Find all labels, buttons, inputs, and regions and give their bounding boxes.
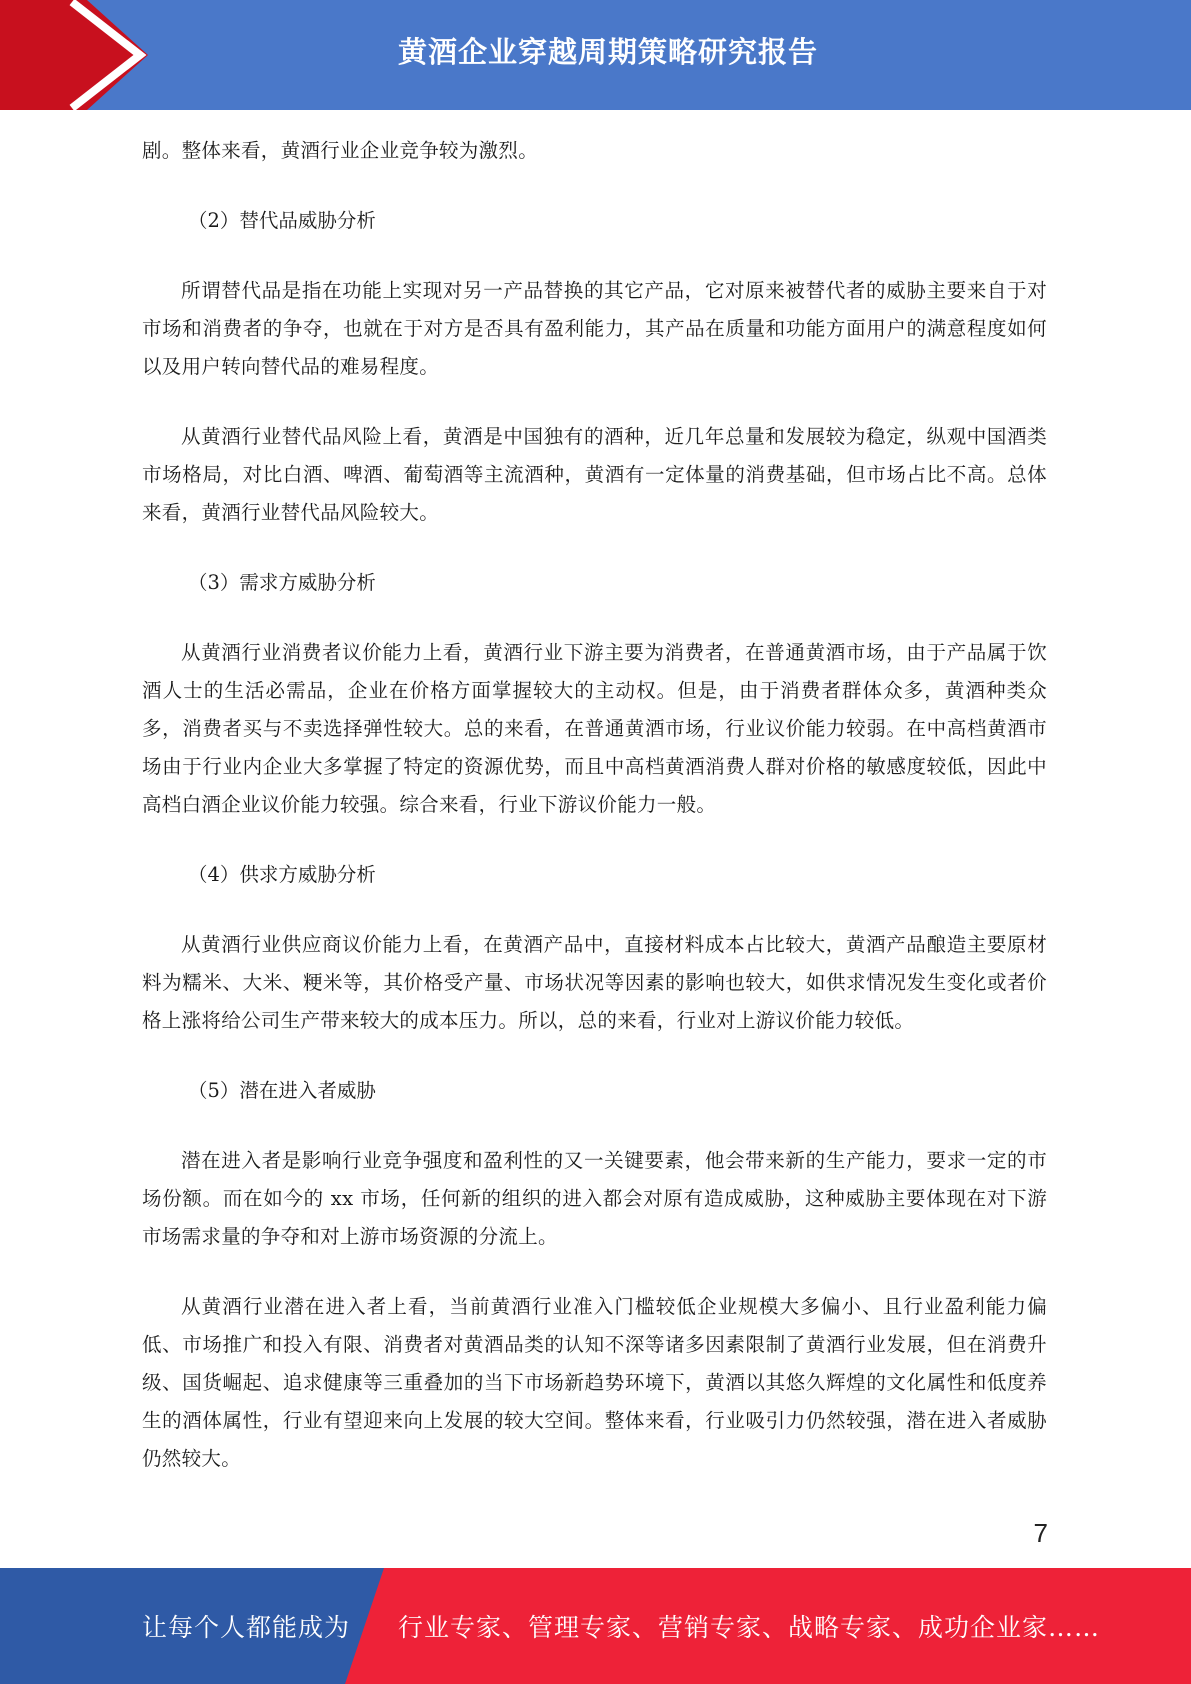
paragraph: 从黄酒行业潜在进入者上看，当前黄酒行业准入门槛较低企业规模大多偏小、且行业盈利能力偏低、市场推广和投入有限、消费者对黄酒品类的认知不深等诸多因素限制了黄酒行业发展，但在消费升级、国货崛起、追求健康等三重叠加的当下市场新趋势环境下，黄酒以其悠久辉煌的文化属性和低度养生的酒体属性，行业有望迎来向上发展的较大空间。整体来看，行业吸引力仍然较强，潜在进入者威胁仍然较大。 [142,1295,1047,1470]
paragraph: 所谓替代品是指在功能上实现对另一产品替换的其它产品，它对原来被替代者的威胁主要来自于对市场和消费者的争夺，也就在于对方是否具有盈利能力，其产品在质量和功能方面用户的满意程度如何以及用户转向替代品的难易程度。 [142,279,1047,378]
section-heading: （3）需求方威胁分析 [188,571,376,594]
page-number: 7 [1033,1518,1048,1548]
document-body [142,132,1047,1478]
paragraph: 潜在进入者是影响行业竞争强度和盈利性的又一关键要素，他会带来新的生产能力，要求一定的市场份额。而在如今的 xx 市场，任何新的组织的进入都会对原有造成威胁，这种威胁主要体现在对下游市场需求量的争夺和对上游市场资源的分流上。 [142,1149,1047,1248]
footer-slogan-right: 行业专家、管理专家、营销专家、战略专家、成功企业家…… [398,1613,1101,1642]
section-heading: （2）替代品威胁分析 [188,209,376,232]
footer-slogan-left: 让每个人都能成为 [142,1613,351,1642]
paragraph: 从黄酒行业供应商议价能力上看，在黄酒产品中，直接材料成本占比较大，黄酒产品酿造主要原材料为糯米、大米、粳米等，其价格受产量、市场状况等因素的影响也较大，如供求情况发生变化或者价格上涨将给公司生产带来较大的成本压力。所以，总的来看，行业对上游议价能力较低。 [142,933,1047,1032]
paragraph: 剧。整体来看，黄酒行业企业竞争较为激烈。 [142,139,539,162]
paragraph: 从黄酒行业替代品风险上看，黄酒是中国独有的酒种，近几年总量和发展较为稳定，纵观中国酒类市场格局，对比白酒、啤酒、葡萄酒等主流酒种，黄酒有一定体量的消费基础，但市场占比不高。总体来看，黄酒行业替代品风险较大。 [142,425,1047,524]
report-title: 黄酒企业穿越周期策略研究报告 [397,34,818,69]
page-header [0,0,1191,110]
page-footer [0,1568,1191,1684]
paragraph: 从黄酒行业消费者议价能力上看，黄酒行业下游主要为消费者，在普通黄酒市场，由于产品属于饮酒人士的生活必需品，企业在价格方面掌握较大的主动权。但是，由于消费者群体众多，黄酒种类众多，消费者买与不卖选择弹性较大。总的来看，在普通黄酒市场，行业议价能力较弱。在中高档黄酒市场由于行业内企业大多掌握了特定的资源优势，而且中高档黄酒消费人群对价格的敏感度较低，因此中高档白酒企业议价能力较强。综合来看，行业下游议价能力一般。 [142,641,1047,816]
section-heading: （4）供求方威胁分析 [188,863,376,886]
section-heading: （5）潜在进入者威胁 [188,1079,376,1102]
